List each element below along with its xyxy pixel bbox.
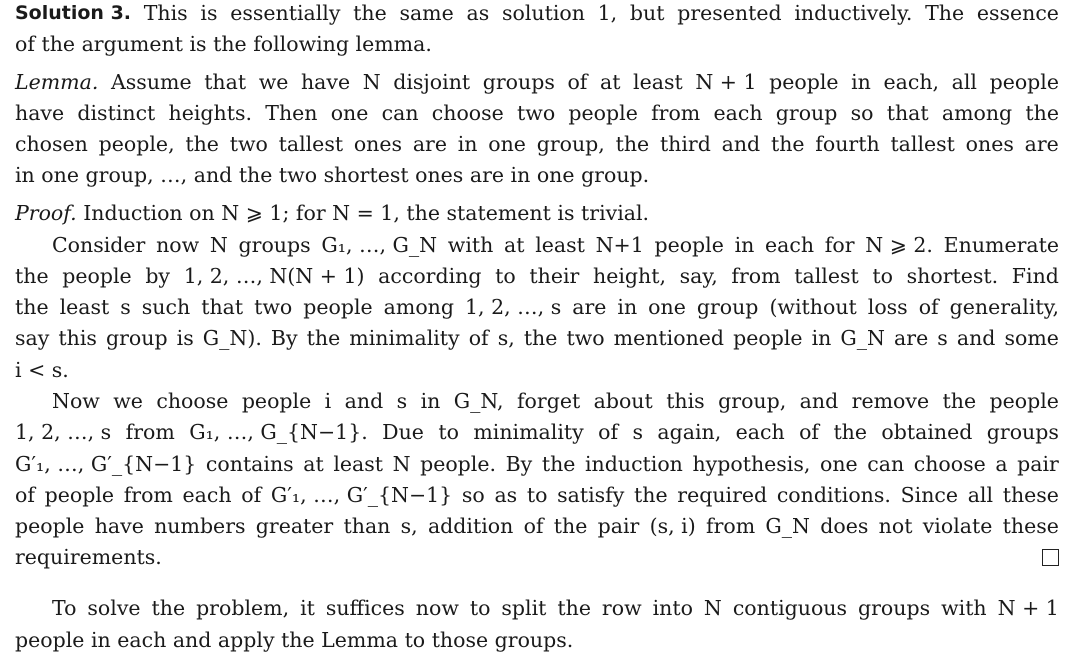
word: Induction [83,201,183,225]
word: of [918,295,939,319]
word: the [634,483,668,507]
word: people [769,70,839,94]
word: s [632,420,643,444]
word: s, [497,326,515,350]
word: the [942,389,977,413]
word: the [185,132,219,156]
word: one [330,101,369,125]
word: are [412,132,447,156]
word: each [713,101,763,125]
word: induction [584,452,683,476]
text-line [15,198,1059,229]
word: same [399,1,454,25]
word: Enumerate [943,233,1059,257]
word: in [811,326,832,350]
word: is [200,1,218,25]
word: i [324,389,332,413]
word: the [41,32,76,56]
word: but [629,1,665,25]
word: N + 1 [695,70,757,94]
word: greater [255,514,334,538]
word: two [566,326,605,350]
word: Assume [110,70,192,94]
word: Then [265,101,318,125]
word: from [123,483,173,507]
word: of [799,420,820,444]
word: the [281,628,315,652]
word: the [1025,101,1059,125]
word: each [765,233,815,257]
word: for [824,233,855,257]
word: we [113,389,143,413]
word: By [270,326,298,350]
word: shortest [323,163,409,187]
word: to [526,483,548,507]
text-line [15,542,1059,573]
word: ones [353,132,403,156]
word: and [172,628,212,652]
word: This [143,1,188,25]
word: generality, [949,295,1059,319]
word: G_N [765,514,810,538]
word: essence [976,1,1059,25]
word: group. [581,163,650,187]
word: that [886,101,929,125]
word: the [553,514,588,538]
word: in [420,389,441,413]
word: to [495,264,516,288]
word: of [15,32,35,56]
proof-label: Proof. [15,201,77,225]
word: group, [85,163,154,187]
word: fourth [815,132,880,156]
word: the [557,596,591,620]
word: say, [679,264,718,288]
word: problem, [196,596,290,620]
word: with [447,233,494,257]
word: N + 1 [997,596,1059,620]
word: people [241,389,312,413]
word: chosen [15,132,88,156]
word: groups [238,233,311,257]
word: of [567,70,588,94]
word: does [820,514,869,538]
word: conditions. [776,483,891,507]
word: by [145,264,171,288]
word: people [15,514,85,538]
word: this [58,326,97,350]
word: is [557,201,575,225]
word: have [300,70,351,94]
word: inductively. [794,1,913,25]
word: solution [501,1,585,25]
word: By [505,452,533,476]
word: to [469,596,491,620]
word: to [872,264,893,288]
word: as [466,1,490,25]
text-line [15,323,1059,354]
word: a [995,452,1008,476]
word: tallest [794,264,859,288]
word: people [989,70,1059,94]
word: (without [769,295,857,319]
word: people [44,483,115,507]
word: their [529,264,580,288]
word: N [209,233,228,257]
word: the [615,132,650,156]
word: it [300,596,315,620]
word: lemma. [355,32,432,56]
word: are [894,326,929,350]
word: N+1 [595,233,644,257]
word: 1, 2, …, s [465,295,562,319]
word: least [535,233,585,257]
text-line [52,386,1059,417]
word: two [229,132,268,156]
word: according [378,264,482,288]
word: Due [382,420,424,444]
word: again, [657,420,722,444]
word: one [648,295,686,319]
word: groups. [494,628,574,652]
word: ones [965,132,1014,156]
word: forget [516,389,581,413]
text-line [15,160,1059,191]
word: obtained [881,420,973,444]
word: say [15,326,50,350]
word: third [659,132,711,156]
word: can [867,452,905,476]
text-line [15,292,1059,323]
text-line [15,0,1059,29]
word: the [15,264,49,288]
word: one [41,163,79,187]
word: disjoint [393,70,471,94]
word: choose [431,101,504,125]
word: ones [415,163,464,187]
word: from [705,514,756,538]
text-line [15,449,1059,480]
word: group, [536,132,605,156]
word: numbers [154,514,246,538]
word: Now [52,389,100,413]
word: those [431,628,489,652]
solution-title: Solution 3. [15,2,132,24]
word: and [721,132,761,156]
word: among [383,295,455,319]
word: groups [986,420,1059,444]
word: group [775,101,838,125]
word: violate [922,514,993,538]
word: from [125,420,175,444]
word: group, [718,389,787,413]
word: of [15,483,35,507]
word: that [201,295,244,319]
word: tallest [890,132,955,156]
word: contiguous [732,596,848,620]
text-line [15,129,1059,160]
word: in [734,233,755,257]
word: at [303,452,324,476]
text-line [15,98,1059,129]
word: G₁, …, G_{N−1}. [189,420,368,444]
text-line [15,261,1059,292]
word: at [599,70,621,94]
word: people [733,326,803,350]
word: Consider [52,233,146,257]
word: we [258,70,289,94]
word: G_N [840,326,885,350]
word: choose [156,389,229,413]
word: the [151,596,186,620]
word: the [213,32,247,56]
word: on [189,201,215,225]
word: required [677,483,768,507]
word: loss [867,295,908,319]
word: the [541,452,576,476]
word: the [15,295,49,319]
word: pair [1017,452,1059,476]
word: into [652,596,693,620]
word: each, [883,70,940,94]
word: choose [913,452,986,476]
word: than [343,514,391,538]
word: heights. [168,101,253,125]
word: in [510,163,531,187]
word: of [241,483,262,507]
word: requirements. [15,545,162,569]
word: (s, i) [649,514,696,538]
word: G_N, [453,389,504,413]
word: N ⩾ 1; [221,201,290,225]
word: two [278,163,318,187]
word: and [193,163,233,187]
word: all [951,70,977,94]
word: so [461,483,485,507]
word: N [392,452,411,476]
word: group [105,326,168,350]
text-line [15,480,1059,511]
word: the [833,420,868,444]
word: 1, 2, …, s [15,420,112,444]
lemma-label: Lemma. [15,70,99,94]
word: from [731,264,781,288]
word: presented [677,1,782,25]
word: the [770,132,805,156]
word: in [851,70,871,94]
word: so [850,101,874,125]
word: s [396,389,408,413]
word: Since [900,483,959,507]
word: Find [1011,264,1059,288]
word: minimality [473,420,584,444]
word: of [523,514,544,538]
word: apply [217,628,275,652]
text-line [15,29,1059,60]
word: in [90,628,111,652]
word: N = 1, [332,201,400,225]
word: and [799,389,839,413]
word: are [1024,132,1059,156]
word: these [1002,514,1059,538]
word: tallest [278,132,344,156]
text-line [15,625,1059,656]
word: the [238,163,273,187]
word: one [536,163,575,187]
word: the [353,1,387,25]
word: the [406,201,440,225]
word: in [457,132,478,156]
word: To [52,596,77,620]
word: have [94,514,144,538]
word: s, [400,514,418,538]
word: pair [597,514,640,538]
word: The [925,1,965,25]
word: s [120,295,131,319]
word: 1, [597,1,618,25]
word: i < s. [15,358,69,382]
word: among [941,101,1013,125]
word: these [1002,483,1059,507]
word: people [989,389,1059,413]
word: the [523,326,558,350]
word: is [176,326,194,350]
word: statement [446,201,551,225]
word: people [303,295,373,319]
word: one [819,452,858,476]
word: G_N). [202,326,262,350]
word: people [62,264,132,288]
word: argument [81,32,183,56]
word: people. [420,452,497,476]
word: not [878,514,913,538]
word: minimality [349,326,460,350]
word: to [438,420,459,444]
word: to [404,628,426,652]
word: two [254,295,293,319]
word: following [253,32,350,56]
word: are [469,163,505,187]
word: essentially [230,1,341,25]
word: each [182,483,232,507]
word: mentioned [613,326,725,350]
word: contains [205,452,294,476]
word: G′₁, …, G′_{N−1} [15,452,197,476]
word: of [598,420,619,444]
word: least [59,295,110,319]
word: people, [98,132,175,156]
word: s [937,326,948,350]
word: hypothesis, [692,452,811,476]
word: as [494,483,518,507]
word: about [593,389,653,413]
word: least [333,452,383,476]
word: Lemma [321,628,399,652]
word: groups [858,596,931,620]
word: N ⩾ 2. [865,233,933,257]
word: this [666,389,705,413]
word: two [517,101,556,125]
text-line [52,593,1059,624]
word: at [504,233,525,257]
word: N [703,596,722,620]
word: shortest. [906,264,999,288]
word: in [617,295,638,319]
word: N [362,70,381,94]
word: remove [851,389,930,413]
word: people [15,628,85,652]
word: addition [427,514,514,538]
word: each [117,628,167,652]
word: such [141,295,191,319]
word: with [941,596,987,620]
word: trivial. [581,201,650,225]
word: one [488,132,526,156]
word: for [295,201,326,225]
word: group [696,295,759,319]
word: is [189,32,207,56]
word: people [654,233,724,257]
word: G₁, …, G_N [321,233,438,257]
word: …, [160,163,188,187]
word: in [15,163,35,187]
word: each [735,420,785,444]
word: split [501,596,547,620]
text-line [15,417,1059,448]
word: people [568,101,638,125]
text-line [15,67,1059,98]
word: suffices [325,596,405,620]
text-line [15,355,1059,386]
word: G′₁, …, G′_{N−1} [270,483,453,507]
word: all [967,483,994,507]
word: satisfy [557,483,625,507]
word: have [15,101,65,125]
word: row [601,596,642,620]
word: height, [593,264,666,288]
word: of [468,326,489,350]
word: solve [87,596,141,620]
word: some [1004,326,1059,350]
word: least [633,70,683,94]
word: can [381,101,419,125]
text-line [52,230,1059,261]
word: groups [482,70,555,94]
word: now [415,596,459,620]
word: from [651,101,701,125]
word: distinct [77,101,156,125]
qed-box-icon [1042,549,1059,566]
word: the [306,326,341,350]
word: 1, 2, …, N(N + 1) [183,264,365,288]
word: now [156,233,200,257]
word: and [956,326,996,350]
word: are [572,295,607,319]
text-line [15,511,1059,542]
word: and [344,389,384,413]
word: that [204,70,247,94]
